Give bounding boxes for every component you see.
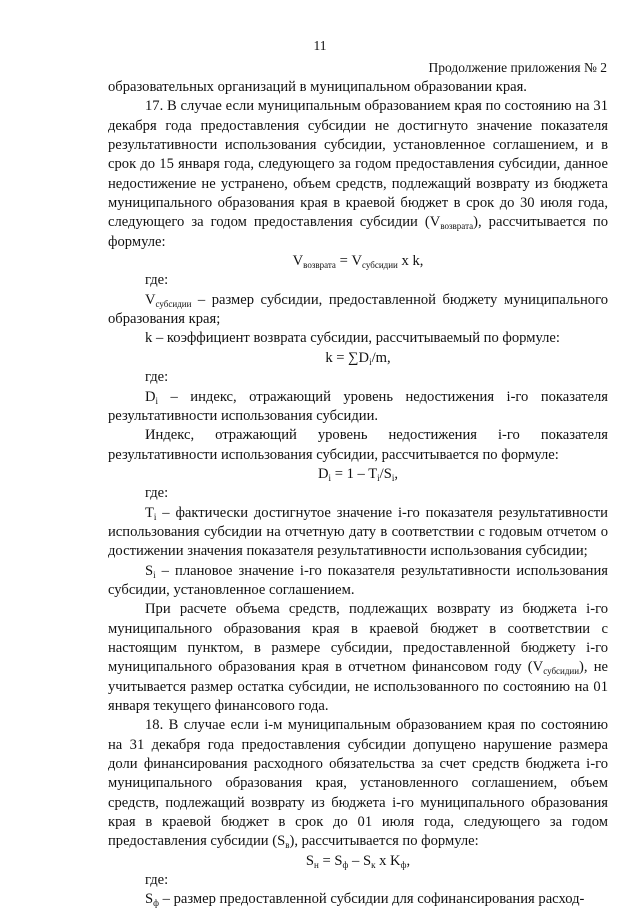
definition-d: $D_i$ – индекс, отражающий уровень недостижения i-го показателя результативности использования субсидии.: [108, 388, 608, 424]
definition-v-subsidy: $V_{субсидии}$ – размер субсидии, предоставленной бюджету муниципального образования края;: [108, 291, 608, 328]
definition-s: $S_i$ – плановое значение i-го показателя результативности использования субсидии, установленное соглашением.: [108, 562, 608, 598]
where-label: где:: [145, 485, 169, 502]
paragraph-18: 18. В случае если i-м муниципальным образованием края по состоянию на 31 декабря года предоставления субсидии допущено нарушение размера доли финансирования расходного обязательства за счет средств бюджета i-го муниципального образования края, установленного соглашением, объем средств, подлежащий возврату из бюджета i-го муниципального образования края в краевой бюджет в срок до 01 июля года, следующего за годом предоставления субсидии $(S_в)$, рассчитывается по формуле:: [108, 717, 608, 851]
formula-k: $k = \sum D_i/m$,: [325, 349, 391, 367]
calculation-paragraph: При расчете объема средств, подлежащих возврату из бюджета i-го муниципального образования края в краевой бюджет в соответствии с настоящим пунктом, в размере субсидии, предоставленной бюджету i-го муниципального образования края в отчетном финансовом году $(V_{субсидии})$, не учитывается размер остатка субсидии, не использованного по состоянию на 01 января текущего финансового года.: [108, 601, 608, 714]
formula-d: $D_i = 1 - T_i/S_i$,: [318, 465, 398, 483]
paragraph-17: 17. В случае если муниципальным образованием края по состоянию на 31 декабря года предоставления субсидии не достигнуто значение показателя результативности использования субсидии, установленное соглашением, и в срок до 15 января года, следующего за годом предоставления субсидии, данное недостижение не устранено, объем средств, подлежащий возврату из бюджета муниципального образования края в краевой бюджет в срок до 30 июля года, следующего за годом предоставления субсидии $(V_{возврата})$, рассчитывается по формуле:: [108, 98, 608, 250]
definition-t: $T_i$ – фактически достигнутое значение i-го показателя результативности использования субсидии на отчетную дату в соответствии с годовым отчетом о достижении значения показателя результативности использования субсидии;: [108, 504, 608, 560]
index-paragraph: Индекс, отражающий уровень недостижения i-го показателя результативности использования субсидии, рассчитывается по формуле:: [108, 427, 608, 463]
document-body: [108, 78, 608, 910]
formula-s: $S_н = S_ф - S_к$ x $K_ф$,: [305, 852, 411, 870]
where-label: где:: [145, 272, 169, 289]
where-label: где:: [145, 369, 169, 386]
page-number: 11: [313, 38, 327, 53]
definition-s-f: $S_ф$ – размер предоставленной субсидии для софинансирования расход-: [145, 891, 585, 909]
continuation-label: Продолжение приложения № 2: [428, 60, 607, 75]
formula-v-return: $V_{возврата} = V_{субсидии}$ x k,: [292, 253, 424, 271]
where-label: где:: [145, 872, 169, 889]
definition-k: k – коэффициент возврата субсидии, рассчитываемый по формуле:: [145, 330, 560, 347]
paragraph: образовательных организаций в муниципальном образовании края.: [108, 79, 527, 95]
